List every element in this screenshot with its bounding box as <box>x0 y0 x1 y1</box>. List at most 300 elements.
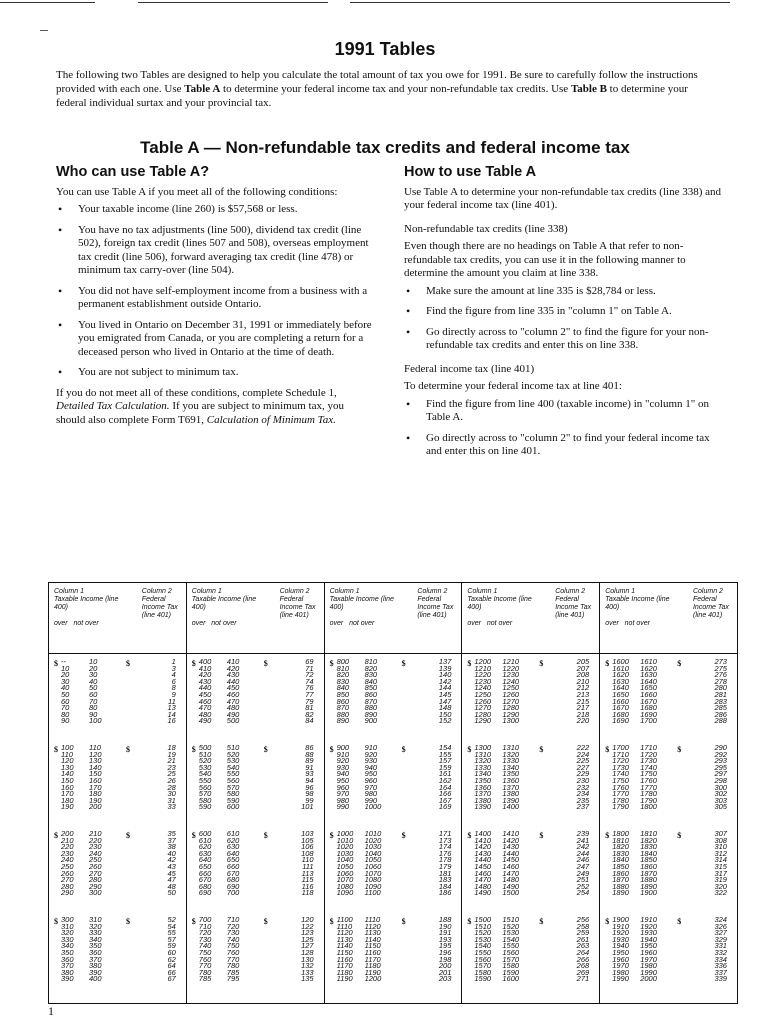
income-over: 910 <box>336 749 350 759</box>
federal-tax-value: 33 <box>167 802 176 812</box>
income-over: 1070 <box>336 875 354 885</box>
income-over: 530 <box>198 762 212 772</box>
income-not-over: 110 <box>89 743 101 752</box>
federal-tax-value: 173 <box>438 835 452 845</box>
income-not-over: 1610 <box>640 657 657 666</box>
federal-tax-value: 11 <box>168 696 176 706</box>
income-over: 1930 <box>612 934 629 944</box>
dollar-sign: $ <box>539 831 544 840</box>
income-not-over: 1850 <box>640 855 657 865</box>
income-over: 1030 <box>336 848 354 858</box>
income-not-over: 1400 <box>502 802 520 812</box>
federal-tax-value: 310 <box>714 842 727 852</box>
income-over: 1700 <box>612 743 629 752</box>
income-not-over: 470 <box>226 696 240 706</box>
federal-tax-value: 105 <box>301 835 314 845</box>
federal-tax-value: 300 <box>714 782 727 792</box>
federal-tax-value: 74 <box>305 676 314 686</box>
income-not-over: 1000 <box>364 802 382 812</box>
income-over: 720 <box>198 928 212 938</box>
income-over: 1980 <box>612 967 629 977</box>
income-over: 470 <box>198 703 212 713</box>
table-block-body <box>187 655 324 1003</box>
table-row <box>462 718 599 725</box>
federal-tax-value: 303 <box>714 795 727 805</box>
federal-tax-value: 9 <box>171 689 176 699</box>
dollar-sign: $ <box>605 917 610 926</box>
row-group <box>600 745 737 811</box>
federal-tax-value: 86 <box>305 743 314 752</box>
income-not-over: 1680 <box>640 703 657 713</box>
table-row <box>49 804 186 811</box>
income-over: 1680 <box>612 709 629 719</box>
income-not-over: 1030 <box>364 842 382 852</box>
income-not-over: 2000 <box>640 974 657 984</box>
federal-tax-value: 88 <box>305 749 314 759</box>
federal-tax-label: Federal Income Tax (line 401) <box>417 596 454 619</box>
dollar-sign: $ <box>539 917 544 926</box>
federal-tax-value: 193 <box>438 934 452 944</box>
federal-tax-value: 169 <box>438 802 452 812</box>
income-over: 570 <box>198 789 212 799</box>
income-over: 170 <box>61 789 74 799</box>
income-over: 1500 <box>474 915 492 924</box>
income-not-over: 920 <box>364 749 378 759</box>
federal-tax-value: 94 <box>305 775 314 785</box>
income-not-over: 1560 <box>502 947 520 957</box>
income-over: 1750 <box>612 775 629 785</box>
income-not-over: 430 <box>226 670 240 680</box>
income-not-over: 1830 <box>640 842 657 852</box>
federal-tax-value: 241 <box>576 835 590 845</box>
income-over: -- <box>61 657 66 666</box>
income-over: 1260 <box>474 696 492 706</box>
income-over: 1320 <box>474 756 492 766</box>
federal-tax-value: 239 <box>576 829 590 838</box>
income-not-over: 1820 <box>640 835 657 845</box>
federal-tax-value: 327 <box>714 928 727 938</box>
income-over: 290 <box>61 888 74 898</box>
over-label: over <box>329 620 344 627</box>
federal-tax-value: 337 <box>714 967 727 977</box>
income-over: 1000 <box>336 829 354 838</box>
dollar-sign: $ <box>126 745 130 754</box>
income-not-over: 1950 <box>640 941 657 951</box>
income-over: 700 <box>198 915 212 924</box>
income-not-over: 840 <box>364 676 378 686</box>
income-not-over: 1870 <box>640 868 657 878</box>
how-heading: How to use Table A <box>404 164 537 180</box>
dollar-sign: $ <box>467 917 472 926</box>
over-label: over <box>467 620 482 627</box>
income-over: 130 <box>61 762 74 772</box>
income-not-over: 360 <box>89 947 102 957</box>
table-block <box>324 583 462 1003</box>
table-row <box>600 890 737 897</box>
top-rule-2 <box>138 2 328 3</box>
income-not-over: 1970 <box>640 954 657 964</box>
income-not-over: 1370 <box>502 782 520 792</box>
over-not-over-header <box>192 620 252 628</box>
table-row <box>49 718 186 725</box>
income-not-over: 1520 <box>502 921 520 931</box>
not-over-label: not over <box>73 620 99 627</box>
taxable-income-label: Taxable Income (line 400) <box>191 596 257 611</box>
dollar-sign: $ <box>467 659 472 668</box>
table-row <box>325 804 462 811</box>
table-block <box>599 583 737 1003</box>
table-row <box>49 676 186 686</box>
table-block-body <box>49 655 186 1003</box>
table-row <box>462 890 599 897</box>
income-not-over: 730 <box>226 928 240 938</box>
federal-tax-value: 201 <box>438 967 452 977</box>
federal-tax-value: 208 <box>576 670 590 680</box>
table-block-body <box>325 655 462 1003</box>
condition-item: • Your taxable income (line 260) is $57,568 or less. <box>78 203 374 217</box>
income-not-over: 540 <box>226 762 240 772</box>
income-not-over: 1460 <box>502 861 520 871</box>
income-not-over: 1280 <box>502 703 520 713</box>
income-not-over: 520 <box>226 749 240 759</box>
income-over: 1180 <box>336 967 353 977</box>
income-over: 120 <box>61 756 74 766</box>
income-not-over: 120 <box>89 749 102 759</box>
federal-tax-value: 235 <box>576 795 590 805</box>
income-not-over: 1250 <box>502 683 520 693</box>
federal-tax-value: 246 <box>576 855 590 865</box>
income-over: 540 <box>198 769 212 779</box>
tax-table <box>48 582 738 1004</box>
column-1-header <box>192 588 262 612</box>
federal-tax-value: 19 <box>167 749 176 759</box>
income-over: 380 <box>61 967 74 977</box>
income-not-over: 220 <box>89 835 102 845</box>
row-group <box>187 831 324 897</box>
federal-tax-value: 35 <box>167 829 176 838</box>
income-not-over: 1550 <box>502 941 520 951</box>
income-not-over: 1230 <box>502 670 520 680</box>
federal-tax-value: 252 <box>576 881 590 891</box>
income-not-over: 880 <box>364 703 378 713</box>
intro-text-3: to determine your federal individual surtax and your provincial tax. <box>56 83 688 109</box>
federal-tax-value: 79 <box>305 696 314 706</box>
income-not-over: 450 <box>226 683 240 693</box>
income-over: 630 <box>198 848 212 858</box>
income-over: 260 <box>61 868 74 878</box>
income-not-over: 820 <box>364 663 378 673</box>
income-not-over: 1770 <box>640 782 657 792</box>
row-group <box>462 831 599 897</box>
federal-tax-value: 225 <box>576 756 590 766</box>
income-over: 210 <box>61 835 74 845</box>
federal-tax-value: 324 <box>714 915 727 924</box>
federal-tax-value: 320 <box>714 881 727 891</box>
income-over: 230 <box>61 848 74 858</box>
table-row <box>49 709 186 719</box>
federal-tax-value: 314 <box>714 855 727 865</box>
income-over: 1230 <box>474 676 492 686</box>
column-1-label: Column 1 <box>329 588 360 595</box>
income-over: 110 <box>61 749 73 759</box>
income-over: 1590 <box>474 974 492 984</box>
federal-tax-value: 247 <box>576 861 590 871</box>
closing-text-1: If you do not meet all of these conditions, complete Schedule 1, <box>56 386 337 399</box>
income-over: 940 <box>336 769 350 779</box>
income-not-over: 1760 <box>640 775 657 785</box>
federal-tax-value: 54 <box>167 921 176 931</box>
income-over: 60 <box>61 696 70 706</box>
table-block-body <box>462 655 599 1003</box>
federal-tax-value: 145 <box>438 689 452 699</box>
income-not-over: 1570 <box>502 954 520 964</box>
income-not-over: 210 <box>89 829 102 838</box>
income-over: 400 <box>198 657 212 666</box>
page-number: 1 <box>48 1004 54 1018</box>
row-group <box>49 917 186 983</box>
row-group <box>325 917 462 983</box>
income-not-over: 60 <box>89 689 98 699</box>
condition-item: • You did not have self-employment income from a business with a permanent establishment outside Ontario. <box>78 285 374 312</box>
income-not-over: 1670 <box>640 696 657 706</box>
income-over: 870 <box>336 703 350 713</box>
income-not-over: 1470 <box>502 868 520 878</box>
income-not-over: 1720 <box>640 749 657 759</box>
income-over: 1520 <box>474 928 492 938</box>
table-row <box>600 718 737 725</box>
federal-tax-value: 132 <box>301 961 314 971</box>
income-over: 740 <box>198 941 212 951</box>
income-over: 1510 <box>474 921 492 931</box>
income-over: 990 <box>336 802 350 812</box>
income-over: 710 <box>198 921 212 931</box>
over-not-over-header <box>467 620 527 628</box>
income-over: 370 <box>61 961 74 971</box>
income-not-over: 570 <box>226 782 240 792</box>
left-column <box>56 166 374 431</box>
table-block <box>49 583 186 1003</box>
federal-tax-value: 171 <box>438 829 452 838</box>
federal-tax-value: 127 <box>301 941 314 951</box>
taxable-income-label: Taxable Income (line 400) <box>605 596 670 611</box>
income-not-over: 850 <box>364 683 378 693</box>
income-over: 780 <box>198 967 212 977</box>
federal-tax-value: 135 <box>301 974 314 984</box>
income-over: 160 <box>61 782 74 792</box>
income-not-over: 1180 <box>364 961 381 971</box>
row-group <box>325 831 462 897</box>
income-not-over: 1660 <box>640 689 657 699</box>
dollar-sign: $ <box>677 917 682 926</box>
federal-tax-value: 133 <box>301 967 314 977</box>
federal-tax-value: 108 <box>301 848 314 858</box>
federal-tax-value: 203 <box>438 974 452 984</box>
income-over: 340 <box>61 941 74 951</box>
income-not-over: 1590 <box>502 967 520 977</box>
federal-tax-value: 283 <box>714 696 727 706</box>
income-not-over: 700 <box>226 888 240 898</box>
table-row <box>600 976 737 983</box>
not-over-label: not over <box>624 620 650 627</box>
federal-tax-value: 21 <box>167 756 176 766</box>
dollar-sign: $ <box>329 659 334 668</box>
income-over: 1430 <box>474 848 492 858</box>
income-not-over: 1080 <box>364 875 382 885</box>
federal-tax-value: 285 <box>714 703 727 713</box>
income-over: 500 <box>198 743 212 752</box>
income-over: 300 <box>61 915 74 924</box>
income-over: 730 <box>198 934 212 944</box>
income-not-over: 1480 <box>502 875 520 885</box>
income-over: 1890 <box>612 888 629 898</box>
income-over: 490 <box>198 716 212 726</box>
federal-tax-value: 258 <box>576 921 590 931</box>
federal-tax-value: 186 <box>438 888 452 898</box>
row-group <box>600 917 737 983</box>
income-over: 1790 <box>612 802 629 812</box>
row-group <box>187 745 324 811</box>
federal-tax-value: 326 <box>714 921 727 931</box>
federal-tax-value: 298 <box>714 775 727 785</box>
federal-tax-value: 13 <box>167 703 176 713</box>
federal-tax-value: 302 <box>714 789 727 799</box>
income-not-over: 1490 <box>502 881 520 891</box>
table-row <box>187 718 324 725</box>
federal-tax-value: 111 <box>302 861 314 871</box>
income-over: 1920 <box>612 928 629 938</box>
federal-tax-value: 71 <box>305 663 314 673</box>
income-not-over: 80 <box>89 703 98 713</box>
income-not-over: 740 <box>226 934 240 944</box>
income-over: 1730 <box>612 762 629 772</box>
federal-tax-value: 66 <box>167 967 176 977</box>
federal-tax-value: 82 <box>305 709 314 719</box>
dollar-sign: $ <box>263 659 268 668</box>
income-not-over: 50 <box>89 683 98 693</box>
not-over-label: not over <box>349 620 375 627</box>
income-not-over: 320 <box>89 921 102 931</box>
income-over: 420 <box>198 670 212 680</box>
dollar-sign: $ <box>605 659 610 668</box>
federal-tax-value: 319 <box>714 875 727 885</box>
income-over: 240 <box>61 855 74 865</box>
federal-tax-value: 59 <box>167 941 176 951</box>
table-row <box>49 689 186 699</box>
income-not-over: 560 <box>226 775 240 785</box>
income-over: 1450 <box>474 861 492 871</box>
income-not-over: 1810 <box>640 829 657 838</box>
federal-tax-value: 157 <box>438 756 452 766</box>
income-not-over: 40 <box>89 676 98 686</box>
income-not-over: 1130 <box>364 928 381 938</box>
row-group <box>187 659 324 725</box>
income-not-over: 1090 <box>364 881 382 891</box>
income-over: 600 <box>198 829 212 838</box>
dollar-sign: $ <box>401 831 406 840</box>
federal-tax-value: 99 <box>305 795 314 805</box>
federal-tax-value: 263 <box>576 941 590 951</box>
income-not-over: 1890 <box>640 881 657 891</box>
federal-tax-value: 23 <box>167 762 176 772</box>
federal-tax-value: 122 <box>301 921 314 931</box>
dollar-sign: $ <box>329 831 334 840</box>
income-over: 1100 <box>336 915 353 924</box>
federal-tax-value: 4 <box>171 670 176 680</box>
income-not-over: 1640 <box>640 676 657 686</box>
income-not-over: 1440 <box>502 848 520 858</box>
column-1-header <box>54 588 124 612</box>
income-over: 980 <box>336 795 350 805</box>
income-over: 1420 <box>474 842 492 852</box>
income-over: 1830 <box>612 848 629 858</box>
income-over: 1710 <box>612 749 629 759</box>
row-group <box>49 745 186 811</box>
federal-tax-value: 181 <box>438 868 452 878</box>
income-over: 1670 <box>612 703 629 713</box>
table-block <box>461 583 599 1003</box>
income-not-over: 1040 <box>364 848 382 858</box>
federal-tax-value: 84 <box>305 716 314 726</box>
income-not-over: 660 <box>226 861 240 871</box>
income-over: 220 <box>61 842 74 852</box>
federal-tax-value: 125 <box>301 934 314 944</box>
federal-tax-value: 312 <box>714 848 727 858</box>
federal-tax-value: 176 <box>438 848 452 858</box>
income-not-over: 1500 <box>502 888 520 898</box>
federal-tax-value: 147 <box>438 696 452 706</box>
income-over: 320 <box>61 928 74 938</box>
income-over: 390 <box>61 974 74 984</box>
income-over: 1600 <box>612 657 629 666</box>
credits-step: • Find the figure from line 335 in "column 1" on Table A. <box>426 305 722 319</box>
income-not-over: 190 <box>89 795 102 805</box>
federal-tax-label: Federal Income Tax (line 401) <box>692 596 729 619</box>
dollar-sign: $ <box>54 917 58 926</box>
income-not-over: 490 <box>226 709 240 719</box>
federal-tax-value: 190 <box>438 921 452 931</box>
income-over: 1650 <box>612 689 629 699</box>
taxable-income-label: Taxable Income (line 400) <box>54 596 119 611</box>
federal-tax-value: 128 <box>301 947 314 957</box>
income-over: 620 <box>198 842 212 852</box>
federal-tax-value: 103 <box>301 829 314 838</box>
income-over: 30 <box>61 676 70 686</box>
income-over: 1940 <box>612 941 629 951</box>
income-over: 650 <box>198 861 212 871</box>
table-row <box>325 976 462 983</box>
income-not-over: 770 <box>226 954 240 964</box>
federal-tax-value: 96 <box>305 782 314 792</box>
table-row <box>325 890 462 897</box>
table-row <box>49 685 186 692</box>
income-not-over: 310 <box>89 915 102 924</box>
income-not-over: 550 <box>226 769 240 779</box>
income-not-over: 1410 <box>502 829 520 838</box>
federal-tax-steps <box>404 398 722 459</box>
income-over: 1160 <box>336 954 353 964</box>
federal-tax-value: 292 <box>714 749 727 759</box>
federal-tax-value: 251 <box>576 875 590 885</box>
income-over: 750 <box>198 947 212 957</box>
table-row <box>49 663 186 673</box>
over-not-over-header <box>330 620 390 628</box>
income-not-over: 990 <box>364 795 378 805</box>
federal-tax-value: 191 <box>438 928 452 938</box>
dollar-sign: $ <box>54 831 58 840</box>
income-over: 20 <box>61 670 70 680</box>
federal-tax-value: 26 <box>167 775 176 785</box>
income-not-over: 1800 <box>640 802 657 812</box>
